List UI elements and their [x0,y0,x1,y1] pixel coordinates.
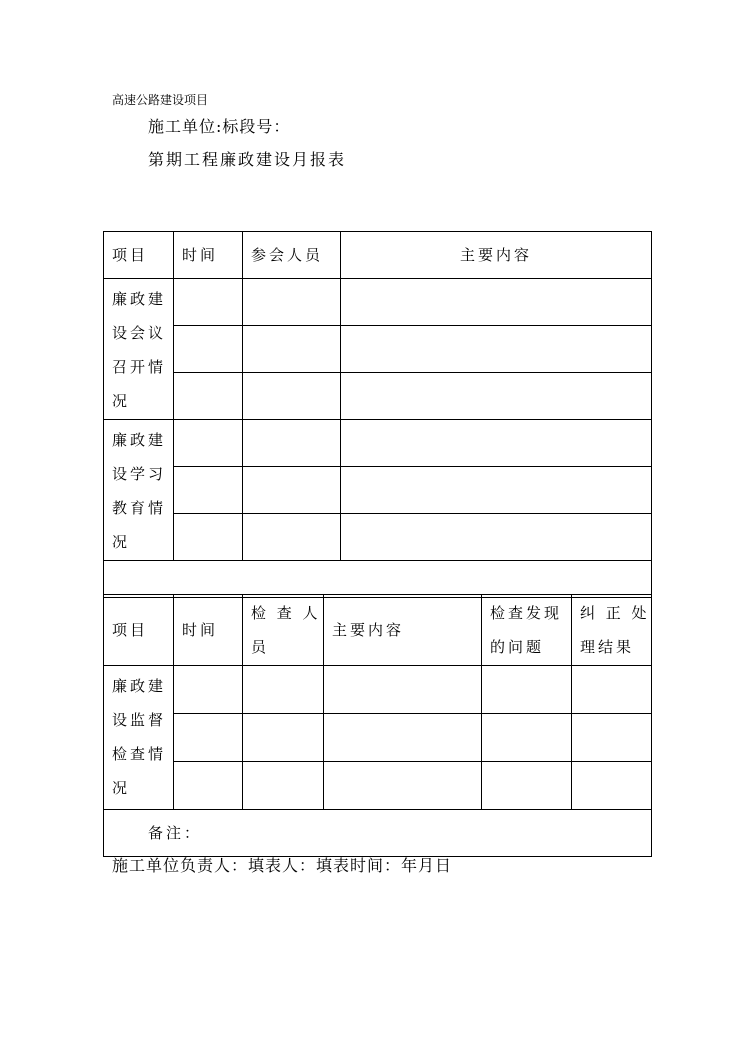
label-line: 设会议 [112,324,167,342]
notes-cell[interactable]: 备注： [104,810,652,857]
cell-content[interactable] [341,326,652,373]
blank-cell [104,561,652,598]
cell-attendees[interactable] [243,467,341,514]
cell-content[interactable] [341,514,652,561]
notes-row [104,810,652,857]
header-item: 项目 [104,595,174,666]
cell-content[interactable] [341,467,652,514]
cell-time[interactable] [174,514,243,561]
header-inspectors [243,595,324,666]
report-title: 第期工程廉政建设月报表 [148,150,347,169]
cell-attendees[interactable] [243,514,341,561]
header-line: 检查发现 [490,604,563,622]
header-main-content: 主要内容 [341,232,652,279]
header-line: 纠 正 处 [580,604,650,622]
cell-attendees[interactable] [243,373,341,420]
cell-content[interactable] [341,279,652,326]
table-header-row [104,232,652,279]
cell-content[interactable] [324,666,482,714]
cell-time[interactable] [174,714,243,762]
cell-time[interactable] [174,420,243,467]
table-row [104,762,652,810]
table-row [104,514,652,561]
header-time: 时间 [174,232,243,279]
header-item: 项目 [104,232,174,279]
table-row [104,373,652,420]
cell-inspectors[interactable] [243,762,324,810]
header-line: 检 查 人 [251,604,321,622]
cell-content[interactable] [341,373,652,420]
header-line: 理结果 [580,638,635,656]
section-meetings-label [104,279,174,420]
table-row [104,666,652,714]
cell-attendees[interactable] [243,420,341,467]
label-line: 廉政建 [112,431,167,449]
header-issues-found [482,595,572,666]
label-line: 廉政建 [112,677,167,695]
cell-inspectors[interactable] [243,666,324,714]
label-line: 设学习 [112,465,167,483]
label-line: 召开情 [112,358,167,376]
cell-result[interactable] [572,714,652,762]
section-study-label [104,420,174,561]
header-main-content: 主要内容 [324,595,482,666]
table-row [104,420,652,467]
label-line: 检查情 [112,745,167,763]
cell-attendees[interactable] [243,279,341,326]
cell-time[interactable] [174,373,243,420]
label-line: 况 [112,779,131,797]
table-row [104,714,652,762]
label-line: 况 [112,533,131,551]
cell-attendees[interactable] [243,326,341,373]
cell-time[interactable] [174,467,243,514]
cell-time[interactable] [174,666,243,714]
cell-result[interactable] [572,762,652,810]
cell-inspectors[interactable] [243,714,324,762]
table-row [104,326,652,373]
cell-issues[interactable] [482,762,572,810]
inspection-table [103,594,652,857]
header-time: 时间 [174,595,243,666]
cell-content[interactable] [324,714,482,762]
blank-row [104,561,652,598]
header-attendees: 参会人员 [243,232,341,279]
cell-issues[interactable] [482,666,572,714]
table-header-row [104,595,652,666]
section-inspection-label [104,666,174,810]
cell-issues[interactable] [482,714,572,762]
cell-time[interactable] [174,326,243,373]
cell-time[interactable] [174,762,243,810]
label-line: 设监督 [112,711,167,729]
unit-section-line: 施工单位:标段号： [148,117,291,136]
table-row [104,467,652,514]
header-line: 的问题 [490,638,545,656]
header-line: 员 [251,638,270,656]
project-title: 高速公路建设项目 [112,93,209,107]
cell-time[interactable] [174,279,243,326]
label-line: 况 [112,392,131,410]
cell-content[interactable] [341,420,652,467]
label-line: 廉政建 [112,290,167,308]
meetings-study-table [103,231,652,598]
label-line: 教育情 [112,499,167,517]
cell-content[interactable] [324,762,482,810]
signoff-line: 施工单位负责人：填表人：填表时间：年月日 [112,856,453,875]
table-row [104,279,652,326]
header-correction-result [572,595,652,666]
cell-result[interactable] [572,666,652,714]
